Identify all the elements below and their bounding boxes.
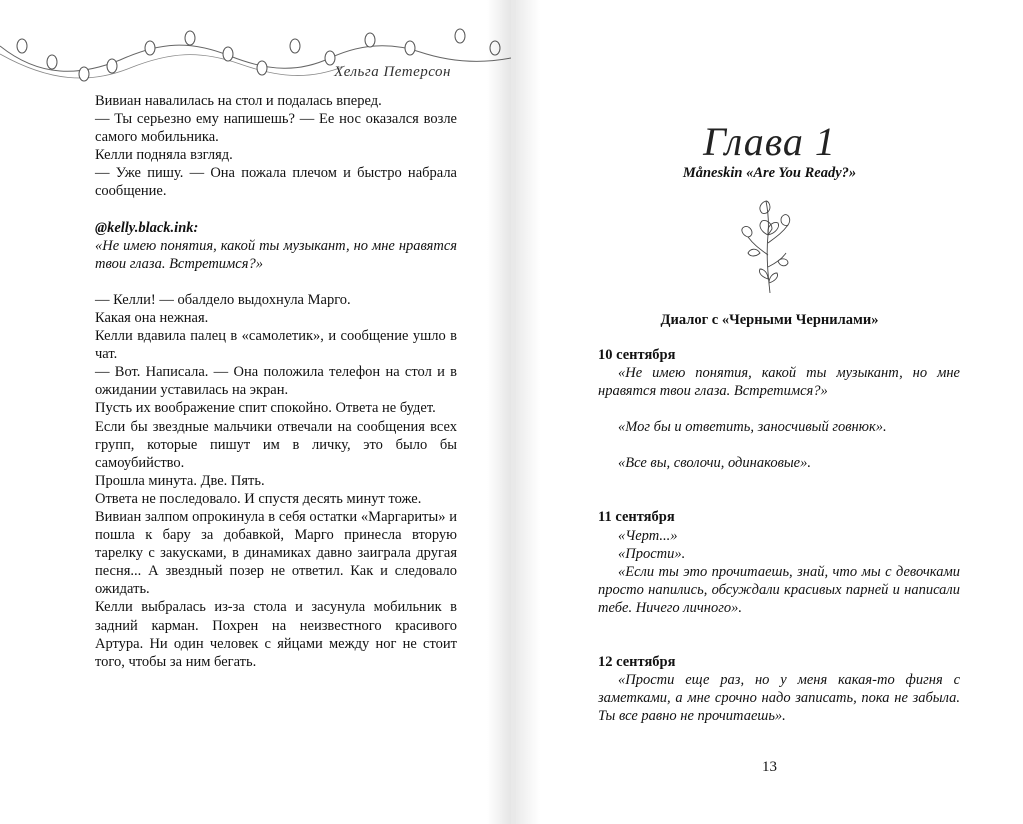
paragraph: Прошла минута. Две. Пять. — [95, 472, 265, 489]
flower-sprig-icon — [738, 195, 798, 295]
paragraph: Ответа не последовало. И спустя десять минут тоже. — [95, 490, 422, 507]
dialog-entries — [598, 346, 960, 725]
chapter-title: Глава 1 — [703, 119, 836, 164]
paragraph: — Келли! — обалдело выдохнула Марго. — [95, 291, 351, 308]
left-text-block — [95, 92, 457, 671]
right-page — [516, 0, 1023, 824]
entry-message: «Если ты это прочитаешь, знай, что мы с девочками просто напились, обсуждали красивых парней и написали тебе. Ничего личного». — [598, 563, 960, 616]
message-handle: @kelly.black.ink: — [95, 219, 199, 236]
entry-message: «Не имею понятия, какой ты музыкант, но мне нравятся твои глаза. Встретимся?» — [598, 365, 960, 400]
entry-date: 10 сентября — [598, 347, 676, 363]
paragraph: Пусть их воображение спит спокойно. Ответа не будет. — [95, 400, 436, 417]
paragraph: Келли вдавила палец в «самолетик», и сообщение ушло в чат. — [95, 328, 457, 363]
running-head-author: Хельга Петерсон — [334, 64, 451, 80]
paragraph: — Ты серьезно ему напишешь? — Ее нос оказался возле самого мобильника. — [95, 111, 457, 146]
paragraph: Если бы звездные мальчики отвечали на сообщения всех групп, которые пишут им в личку, это было бы самоубийство. — [95, 418, 457, 471]
paragraph: Келли подняла взгляд. — [95, 147, 233, 164]
paragraph: Какая она нежная. — [95, 309, 209, 326]
chapter-song: Måneskin «Are You Ready?» — [682, 165, 857, 181]
entry-message: «Черт...» — [618, 527, 678, 544]
entry-message: «Все вы, сволочи, одинаковые». — [618, 455, 811, 472]
entry-date: 11 сентября — [598, 509, 675, 526]
left-page — [0, 0, 511, 824]
paragraph: — Вот. Написала. — Она положила телефон на стол и в ожидании уставилась на экран. — [95, 364, 457, 399]
paragraph: — Уже пишу. — Она пожала плечом и быстро набрала сообщение. — [95, 165, 457, 200]
paragraph: Вивиан залпом опрокинула в себя остатки «Маргариты» и пошла к бару за добавкой, Марго принесла вторую тарелку с закусками, в динамиках давно заиграла другая песня... А звездный позер не ответил. Как и следовало ожидать. — [95, 508, 457, 598]
paragraph: Вивиан навалилась на стол и подалась вперед. — [95, 93, 382, 109]
entry-message: «Прости еще раз, но у меня какая-то фигня с заметками, а мне срочно надо записать, пока не забыла. Ты все равно не прочитаешь». — [598, 672, 960, 725]
entry-message: «Мог бы и ответить, заносчивый говнюк». — [618, 419, 887, 436]
entry-message: «Прости». — [618, 545, 686, 562]
dialog-title: Диалог с «Черными Чернилами» — [660, 312, 879, 328]
message-text: «Не имею понятия, какой ты музыкант, но мне нравятся твои глаза. Встретимся?» — [95, 237, 457, 272]
entry-date: 12 сентября — [598, 654, 676, 671]
paragraph: Келли выбралась из-за стола и засунула мобильник в задний карман. Похрен на неизвестного красивого Артура. Ни один человек с яйцами между ног не стоит того, чтобы за ним бегать. — [95, 599, 457, 670]
page-number: 13 — [762, 759, 777, 775]
